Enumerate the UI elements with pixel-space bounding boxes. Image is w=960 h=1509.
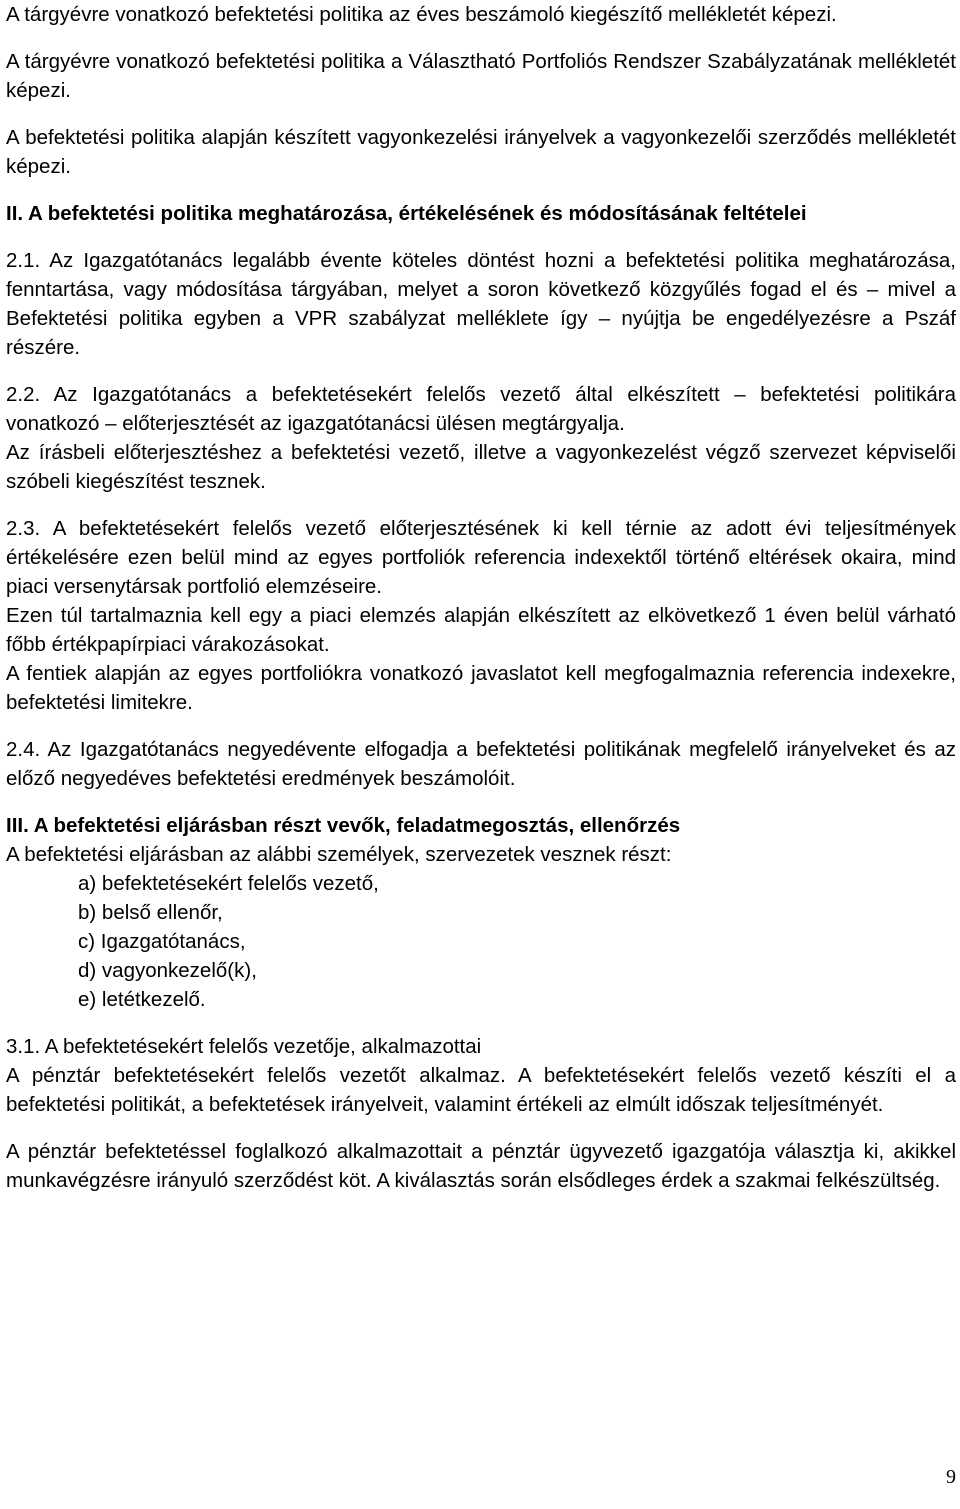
section-2-3-c: A fentiek alapján az egyes portfoliókra vonatkozó javaslatot kell megfogalmaznia referencia indexekre, befektetési limitekre. bbox=[6, 662, 956, 714]
section-3-1-b: A pénztár befektetéssel foglalkozó alkalmazottait a pénztár ügyvezető igazgatója választja ki, akikkel munkavégzésre irányuló szerződést köt. A kiválasztás során elsődleges érdek a szakmai felkészültség. bbox=[6, 1140, 956, 1192]
section-2-4: 2.4. Az Igazgatótanács negyedévente elfogadja a befektetési politikának megfelelő irányelveket és az előző negyedéves befektetési eredmények beszámolóit. bbox=[6, 738, 956, 790]
document-page bbox=[6, 0, 956, 1195]
list-item: d) vagyonkezelő(k), bbox=[78, 959, 257, 982]
section-2-heading: II. A befektetési politika meghatározása, értékelésének és módosításának feltételei bbox=[6, 202, 807, 225]
section-3-intro: A befektetési eljárásban az alábbi személyek, szervezetek vesznek részt: bbox=[6, 843, 672, 866]
participants-list bbox=[6, 869, 956, 1014]
paragraph-annual-report: A tárgyévre vonatkozó befektetési politika az éves beszámoló kiegészítő mellékletét képezi. bbox=[6, 3, 837, 26]
page-number: 9 bbox=[946, 1466, 956, 1488]
section-2-1: 2.1. Az Igazgatótanács legalább évente köteles döntést hozni a befektetési politika meghatározása, fenntartása, vagy módosítása tárgyában, melyet a soron következő közgyűlés fogad el és – mivel a Befektetési politika egyben a VPR szabályzat melléklete így – nyújtja be engedélyezésre a Pszáf részére. bbox=[6, 249, 956, 359]
section-3-1-title: 3.1. A befektetésekért felelős vezetője, alkalmazottai bbox=[6, 1035, 482, 1058]
section-2-3-b: Ezen túl tartalmaznia kell egy a piaci elemzés alapján elkészített az elkövetkező 1 éven belül várható főbb értékpapírpiaci várakozásokat. bbox=[6, 604, 956, 656]
section-2-2-a: 2.2. Az Igazgatótanács a befektetésekért felelős vezető által elkészített – befektetési politikára vonatkozó – előterjesztését az igazgatótanácsi ülésen megtárgyalja. bbox=[6, 383, 956, 435]
paragraph-asset-management: A befektetési politika alapján készített vagyonkezelési irányelvek a vagyonkezelői szerződés mellékletét képezi. bbox=[6, 126, 956, 178]
section-3-1-a: A pénztár befektetésekért felelős vezetőt alkalmaz. A befektetésekért felelős vezető készíti el a befektetési politikát, a befektetések irányelveit, valamint értékeli az elmúlt időszak teljesítményét. bbox=[6, 1064, 956, 1116]
list-item: e) letétkezelő. bbox=[78, 988, 206, 1011]
list-item: c) Igazgatótanács, bbox=[78, 930, 246, 953]
paragraph-vpr-annex: A tárgyévre vonatkozó befektetési politika a Választható Portfoliós Rendszer Szabályzatának mellékletét képezi. bbox=[6, 50, 956, 102]
list-item: b) belső ellenőr, bbox=[78, 901, 223, 924]
section-2-3-a: 2.3. A befektetésekért felelős vezető előterjesztésének ki kell térnie az adott évi teljesítmények értékelésére ezen belül mind az egyes portfoliók referencia indexektől történő eltérések okaira, mind piaci versenytársak portfolió elemzéseire. bbox=[6, 517, 956, 598]
section-3-heading: III. A befektetési eljárásban részt vevők, feladatmegosztás, ellenőrzés bbox=[6, 814, 681, 837]
section-2-2-b: Az írásbeli előterjesztéshez a befektetési vezető, illetve a vagyonkezelést végző szervezet képviselői szóbeli kiegészítést tesznek. bbox=[6, 441, 956, 493]
list-item: a) befektetésekért felelős vezető, bbox=[78, 872, 379, 895]
